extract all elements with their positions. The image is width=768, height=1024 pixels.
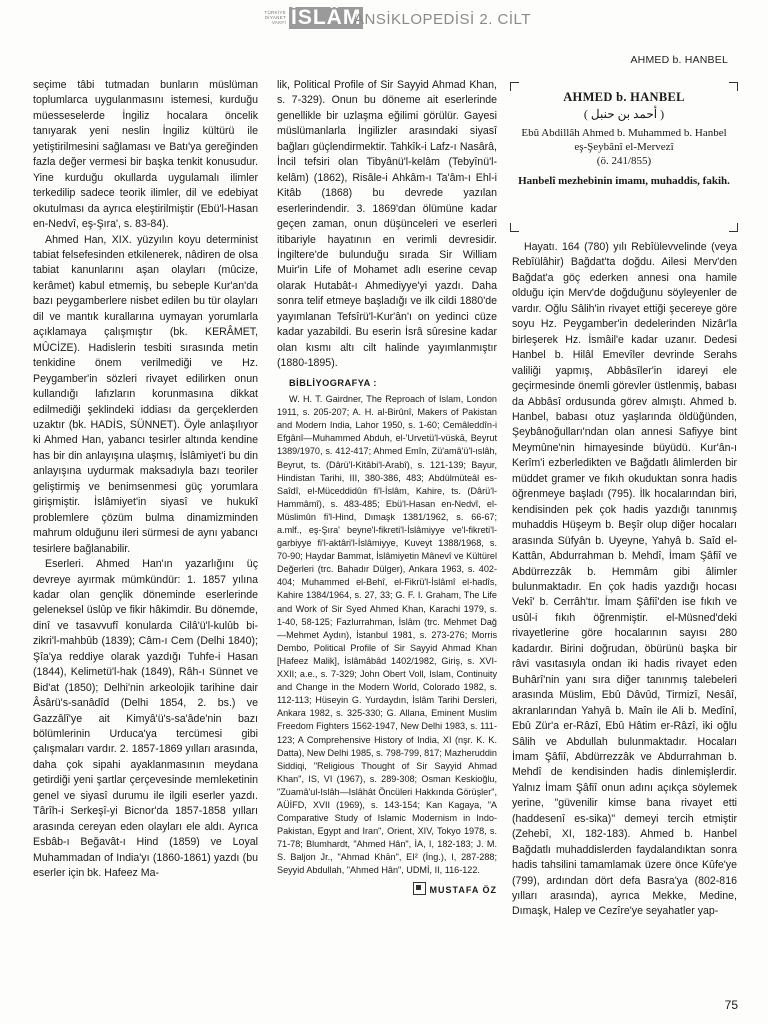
running-head: AHMED b. HANBEL [630, 54, 728, 66]
author-name: MUSTAFA ÖZ [429, 884, 497, 895]
death-date: (ö. 241/855) [596, 155, 652, 167]
corner-mark-icon [510, 82, 519, 91]
corner-mark-icon [729, 223, 738, 232]
paragraph: lik, Political Profile of Sir Sayyid Ahmad Khan, s. 7-329). Onun bu döneme ait eserlerinde genellikle bir uzlaşma eğilimi görülür. Gayesi müslümanlarla İngilizler arasındaki siyasî bağları güçlendirmektir. Tahkîk-i Lafz-ı Nasârâ, İncil tefsiri olan Tibyânü'l-kelâm (Tebyînü'l-kelâm) (1862), Risâle-i Ahkâm-ı Ta'âm-ı Ehl-i Kitâb (1868) bu devrede yazılan eserlerindendir. 3. 1869'dan ölümüne kadar geçen zaman, onun düşünceleri ve eserleri itibariyle hayatının en verimli devresidir. İngiltere'de bulunduğu sırada Sir William Muir'in Life of Mohamet adlı eserine cevap olarak Hutabât-ı Ahmediyye'yi yazdı. Daha sonra telif etmeye başladığı ve ilk cildi 1880'de yayımlanan Tefsîrü'l-Kur'ân'ı on yedinci cüze kadar yazabildi. Bu eserin İsrâ sûresine kadar olan kısmı altı cilt halinde yayımlanmıştır (1880-1895). [277, 79, 497, 370]
article-author [277, 882, 497, 898]
article-description: Hanbelî mezhebinin imamı, muhaddis, fakih. [518, 175, 730, 187]
paragraph: seçime tâbi tutmadan bunların müslüman toplumlarca uygulanmasını istemesi, kurduğu müesseselerde İngiliz hocalara öncelik tanıyarak yeni neslin İngiliz kültürü ile yetiştirilmesini sağlaması ve Batı'ya gereğinden fazla değer vermesi bir başka tenkit konusudur. Yine kurduğu okullarda uygulamalı ilimler terkedilip sadece teorik ilimler, dil ve edebiyat okutulması da ayrıca eleştirilmiştir (Ebü'l-Hasan en-Nedvî, eş-Şıra', s. 83-84). [33, 79, 258, 231]
column-right [512, 240, 737, 920]
paragraph: Ahmed Han, XIX. yüzyılın koyu determinist tabiat felsefesinden etkilenerek, nâdiren de olsa tabiat kanunlarını aşan olayları (mûcize, kerâmet) kabul etmemiş, bu sebeple Kur'an'da bazı peygamberlere nisbet edilen bu tür olayları dil ve mantık kurallarına uymayan yorumlarla açıklamaya çalışmıştır (bk. KERÂMET, MÛCİZE). Hadislerin tesbiti sırasında metin tenkidine önem verilmediği ve Hz. Peygamber'in sözleri rivayet edilirken onun kullandığı lafızların korunmasına dikkat edilmediği şeklindeki iddiası da gerçeklerden uzaktır (bk. HADİS, SÜNNET). Öyle anlaşılıyor ki Ahmed Han, yabancı tesirler altında kendine has bir din anlayışına ulaşmış, İslâmiyet'i bu din anlayışına uydurmak maksadıyla bazı teoriler geliştirmiş ve benimsenmesi güç yorumlara girişmiştir. İslâmiyet'in siyasî ve hukukî problemlere çözüm bulma dinamizminden mahrum olduğunu ileri sürmesi de aynı yabancı tesirlere bağlanabilir. [33, 233, 258, 555]
publisher-small-text: TÜRKİYE DİYANET VAKFI [264, 10, 286, 25]
article-header-box [514, 82, 734, 232]
column-left [33, 78, 258, 882]
article-title: AHMED b. HANBEL [563, 90, 685, 104]
publisher-logo-icon [413, 882, 426, 895]
paragraph: Hayatı. 164 (780) yılı Rebîülevvelinde (veya Rebîülâhir) Bağdat'ta doğdu. Ailesi Merv'den Bağdat'a göç ederken annesi ona hamile olduğu için Merv'de doğduğunu söyleyenler de vardır. Oğlu Sâlih'in rivayet ettiği şecereye göre soyu Hz. Peygamber'in dedelerinden Nizâr'la birleşerek Hz. İsmâil'e kadar uzanır. Dedesi Hanbel b. Hilâl Emevîler devrinde Serahs valiliği yapmış, Abbâsîler'in idareyi ele geçirmesinde önemli görevler üstlenmiş, babası da Abbâsî ordusunda görev almıştı. Ahmed b. Hanbel, babası otuz yaşlarında öldüğünden, Şeybânoğulları'ndan olan annesi Safiyye bint Meymûne'nin himayesinde büyüdü. Kur'ân-ı Kerîm'i ezberledikten ve Bağdatlı âlimlerden bir müddet gramer ve fıkıh okuduktan sonra hadis öğrenmeye başladı (795). İlk hocalarından biri, kendisinden pek çok hadis yazdığı tanınmış muhaddis Hüşeym b. Beşîr olup diğer hocaları arasında Süfyân b. Uyeyne, Yahyâ b. Saîd el-Kattân, Abdurrahman b. Mehdî, İmam Şâfiî ve Abdürrezzâk b. Hemmâm gibi âlimler bulunmaktadır. En çok hadis yazdığı hocası Vekî' b. Cerrâh'tır. İmam Şâfiî'den ise fıkıh ve usûl-i fıkıh öğrenmiştir. el-Müsned'deki rivayetlerine göre hocalarının sayısı 280 kadardır. Birini doğrudan, öbürünü başka bir râvi vasıtasıyla ondan iki hadis rivayet eden Buhârî'nin yanı sıra diğer tanınmış talebeleri arasında Müslim, Ebû Dâvûd, Tirmizî, Nesâî, akranlarından Yahyâ b. Maîn ile Ali b. Medînî, Ebû Zür'a er-Râzî, Ebû Hâtim er-Râzî, iki oğlu Sâlih ve Abdullah bulunmaktadır. Hocaları İmam Şâfiî, Abdürrezzâk ve Abdurrahman b. Mehdî de kendisinden hadis dinlemişlerdir. Yalnız İmam Şâfiî onun adını açıkça söylemek yerine, "güvenilir kimse bana rivayet etti (haddesenî es-sika)" demeyi tercih etmiştir (Zehebî, XI, 182-183). Ahmed b. Hanbel Bağdatlı muhaddislerden faydalandıktan sonra hadis tahsilini tamamlamak üzere önce Kûfe'ye (799), ardından dört defa Basra'ya (802-816 yılları arasında), ayrıca Mekke, Medine, Dımaşk, Halep ve Cezîre'ye seyahatler yap- [512, 241, 737, 918]
corner-mark-icon [510, 223, 519, 232]
bibliography: W. H. T. Gairdner, The Reproach of Islam, London 1911, s. 205-207; A. H. al-Birûnî, Makers of Pakistan and Modern India, Lahor 1950, s. 1-60; Cemâleddîn-i Efgânî—Muhammed Abduh, el-'Urvetü'l-vüskā, Beyrut 1389/1970, s. 412-417; Ahmed Emîn, Zü'amâ'ü'l-ıslâh, Beyrut, ts. (Dârü'l-Kitâbi'l-Arabî), s. 121-139; Bayur, Hindistan Tarihi, III, 380-386, 483; Abdülmüteâl es-Saîdî, el-Müceddidûn fi'l-İslâm, Kahire, ts. (Dârü'l-Hammâmî), s. 483-485; Ebü'l-Hasan en-Nedvî, el-Müslimûn fi'l-Hind, Dımaşk 1381/1962, s. 66-67; a.mlf., eş-Şıra' beyne'l-fikreti'l-İslâmiyye ve'l-fikreti'l-garbiyye fi'l-aktâri'l-İslâmiyye, Kuveyt 1388/1968, s. 70-90; Haydar Bammat, İslâmiyetin Mânevî ve Kültürel Değerleri (trc. Bahadır Dülger), Ankara 1963, s. 402-404; Muhammed el-Behî, el-Fikrü'l-İslâmî el-hadîs, Kahire 1384/1964, s. 27, 33; G. F. I. Graham, The Life and Work of Sir Syed Ahmed Khan, Karachi 1979, s. 1-40, 58-125; Fazlurrahman, İslâm (trc. Mehmet Dağ—Mehmet Aydın), İstanbul 1981, s. 273-276; Morris Dembo, Political Profile of Sir Sayyid Ahmad Khan [Hafeez Malik], İslâmâbâd 1402/1982, Giriş, s. XVI-XXII; a.e., s. 7-329; John Obert Voll, Islam, Continuity and Change in the Modern World, Colorado 1982, s. 112-113; Hüseyin G. Yurdaydın, İslâm Tarihi Dersleri, Ankara 1982, s. 325-330; G. Allana, Eminent Muslim Freedom Fighters 1562-1947, New Delhi 1983, s. 111-123; A Comprehensive History of India, XI (nşr. K. K. Datta), New Delhi 1985, s. 798-799, 817; Mazheruddin Siddiqi, "Religious Thought of Sir Sayyid Ahmad Khan", IS, VI (1967), s. 289-308; Osman Keskioğlu, "Zuamâ'ul-Islâh—Islâhât Öncüleri Hakkında Görüşler", AÜİFD, XVII (1969), s. 143-154; Kan Kagaya, "A Comparative Study of Islamic Modernism in Indo-Pakistan, Egypt and Iran", Orient, XIV, Tokyo 1978, s. 71-78; Blumhardt, "Ahmed Hân", İA, I, 182-183; J. M. S. Baljon Jr., "Ahmad Khān", EI² (İng.), I, 287-288; Seyyid Abdullah, "Ahmed Hân", UDMİ, II, 116-122. [277, 394, 497, 876]
full-name: Ebû Abdillâh Ahmed b. Muhammed b. Hanbel eş-Şeybânî el-Mervezî [521, 127, 727, 153]
article-title-arabic: ( أحمد بن حنبل ) [583, 107, 665, 121]
encyclopedia-title: ANSİKLOPEDİSİ 2. CİLT [354, 11, 531, 28]
corner-mark-icon [729, 82, 738, 91]
page-number: 75 [724, 998, 738, 1012]
column-middle [277, 78, 497, 898]
masthead [0, 6, 768, 36]
bibliography-heading: BİBLİYOGRAFYA : [289, 377, 377, 388]
paragraph: Eserleri. Ahmed Han'ın yazarlığını üç devreye ayırmak mümkündür: 1. 1857 yılına kadar olan gençlik döneminde eserlerinde geleneksel üslûp ve fikir hâkimdir. Bu dönemde, dinî ve tasavvufî konularda Cilâ'ü'l-kulûb bi-zikri'l-mahbûb (1839); Câm-ı Cem (Delhi 1840); Şîa'ya reddiye olarak yazdığı Tuhfe-i Hasan (1844), Kelimetü'l-hak (1849), Râh-ı Sünnet ve Bid'at (1850); Delhi'nin arkeolojik tarihine dair Âsârü's-sanâdîd (Delhi 1854, 2. bs.) ve Gazzâlî'ye ait Kimyâ'ü's-sa'âde'nin bazı bölümlerinin Urduca'ya tercümesi gibi çalışmaları vardır. 2. 1857-1869 yılları arasında, daha çok sipahi ayaklanmasının meydana getirdiği yeni şartlar çerçevesinde memleketinin genel ve siyasî durumu ile ilgili eserler yazdı. Târîh-i Serkeşî-yi Bicnor'da 1857-1858 yılları arasında cereyan eden olayları ele aldı. Ayrıca Esbâb-ı Beğavât-ı Hind (1859) ve Loyal Muhammadan of India'yı (1860-1861) yazdı (bu eserler için bk. Hafeez Ma- [33, 558, 258, 880]
encyclopedia-brand: İSLÂM [291, 6, 362, 29]
